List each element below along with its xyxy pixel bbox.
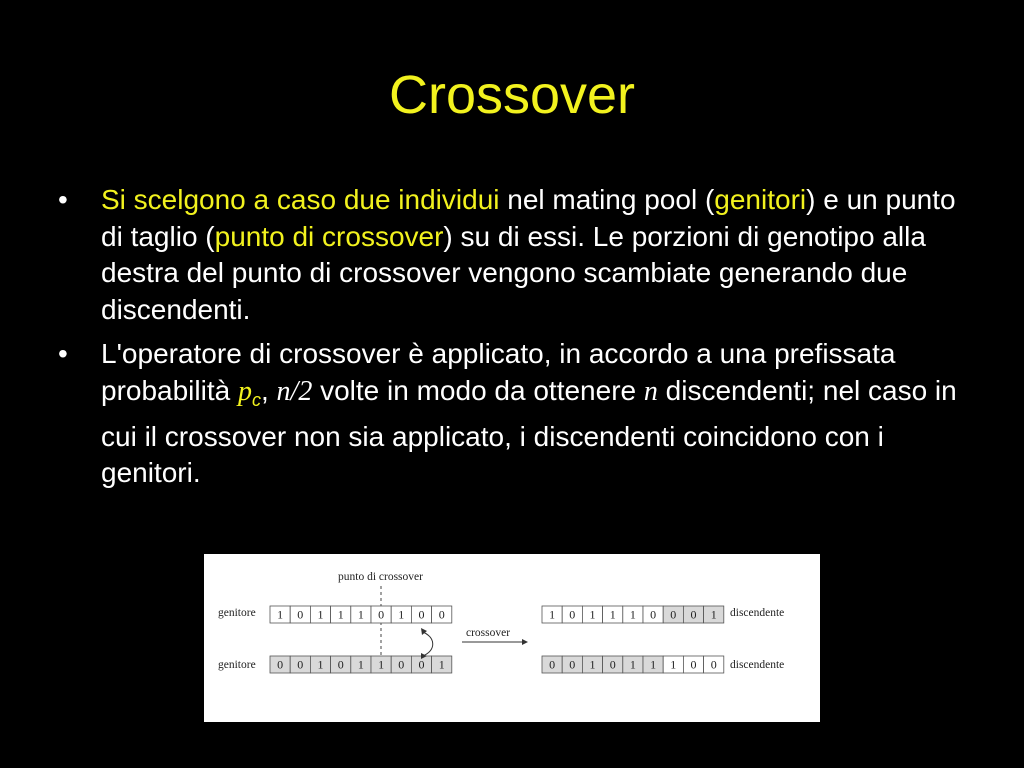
- slide-title: Crossover: [388, 65, 636, 125]
- parent-1-gene-value: 1: [337, 607, 344, 622]
- offspring-2-gene-value: 1: [629, 657, 636, 672]
- offspring-1-gene-value: 1: [549, 607, 556, 622]
- body-text: ,: [260, 374, 277, 406]
- offspring-2-genome: [542, 656, 724, 673]
- offspring-1-genome: [542, 606, 724, 623]
- offspring-2-gene-value: 0: [609, 657, 616, 672]
- offspring-2-label: discendente: [730, 659, 785, 671]
- offspring-1-gene-value: 0: [670, 607, 677, 622]
- bullet-item-2: [58, 336, 978, 491]
- offspring-1-gene-value: 1: [629, 607, 636, 622]
- probability-symbol: p: [237, 375, 252, 407]
- parent-1-genome: [270, 606, 452, 623]
- parent-1-gene-value: 1: [357, 607, 364, 622]
- body-text: nel mating pool (: [499, 184, 715, 215]
- parent-1-gene-value: 0: [418, 607, 425, 622]
- offspring-2-gene-value: 0: [549, 657, 556, 672]
- offspring-2-gene-value: 1: [589, 657, 596, 672]
- offspring-1-gene-value: 0: [650, 607, 657, 622]
- parent-2-gene-value: 0: [297, 657, 304, 672]
- offspring-1-gene-value: 1: [609, 607, 616, 622]
- n-symbol: n: [643, 375, 658, 407]
- parent-2-genome: [270, 656, 452, 673]
- probability-subscript: c: [251, 389, 261, 410]
- offspring-2-gene-value: 1: [650, 657, 657, 672]
- highlight-text: Si scelgono a caso due individui: [101, 184, 500, 215]
- parent-2-gene-value: 1: [357, 657, 364, 672]
- offspring-1-gene-value: 0: [690, 607, 697, 622]
- offspring-2-gene-value: 1: [670, 657, 677, 672]
- parent-2-gene-value: 0: [418, 657, 425, 672]
- parent-1-gene-value: 0: [378, 607, 385, 622]
- body-text: ) e un punto di taglio (: [101, 184, 956, 252]
- parent-2-gene-value: 0: [337, 657, 344, 672]
- parent-1-gene-value: 1: [277, 607, 284, 622]
- highlight-text: punto di crossover: [214, 220, 444, 252]
- parent-2-gene-value: 1: [378, 657, 385, 672]
- bullet-marker: •: [58, 338, 68, 370]
- parent-1-gene-value: 0: [438, 607, 445, 622]
- bullet-list: [58, 182, 978, 500]
- offspring-1-gene-value: 1: [589, 607, 596, 622]
- parent-1-gene-value: 1: [398, 607, 405, 622]
- offspring-1-label: discendente: [730, 607, 785, 619]
- parent-1-gene-value: 0: [297, 607, 304, 622]
- offspring-1-gene-value: 1: [710, 607, 717, 622]
- offspring-2-gene-value: 0: [569, 657, 576, 672]
- crossover-diagram-svg: [204, 554, 820, 722]
- parent-1-gene-value: 1: [317, 607, 324, 622]
- parent-1-label: genitore: [218, 607, 256, 619]
- bullet-text: [101, 338, 957, 488]
- swap-arrow-icon: [423, 632, 433, 656]
- parent-2-gene-value: 1: [317, 657, 324, 672]
- crossover-point-label: punto di crossover: [338, 571, 423, 583]
- crossover-operation-label: crossover: [466, 627, 511, 639]
- offspring-1-gene-value: 0: [569, 607, 576, 622]
- operation-arrowhead-icon: [522, 639, 528, 645]
- bullet-marker: •: [58, 184, 68, 215]
- parent-2-gene-value: 1: [438, 657, 445, 672]
- body-text: discendenti; nel caso in cui il crossover non sia applicato, i discendenti coincidono con i genitori.: [101, 374, 957, 489]
- crossover-diagram: [204, 554, 820, 722]
- offspring-2-gene-value: 0: [710, 657, 717, 672]
- offspring-2-gene-value: 0: [690, 657, 697, 672]
- body-text: L'operatore di crossover è applicato, in accordo a una prefissata probabilità: [101, 338, 896, 406]
- times-expression: n/2: [276, 375, 313, 407]
- body-text: volte in modo da ottenere: [312, 374, 644, 406]
- parent-2-gene-value: 0: [277, 657, 284, 672]
- parent-2-label: genitore: [218, 659, 256, 671]
- parent-2-gene-value: 0: [398, 657, 405, 672]
- bullet-text: [101, 184, 956, 325]
- bullet-item-1: [58, 182, 978, 328]
- body-text: ) su di essi. Le porzioni di genotipo alla destra del punto di crossover vengono scambiate generando due discendenti.: [101, 220, 926, 325]
- highlight-text: genitori: [714, 184, 807, 215]
